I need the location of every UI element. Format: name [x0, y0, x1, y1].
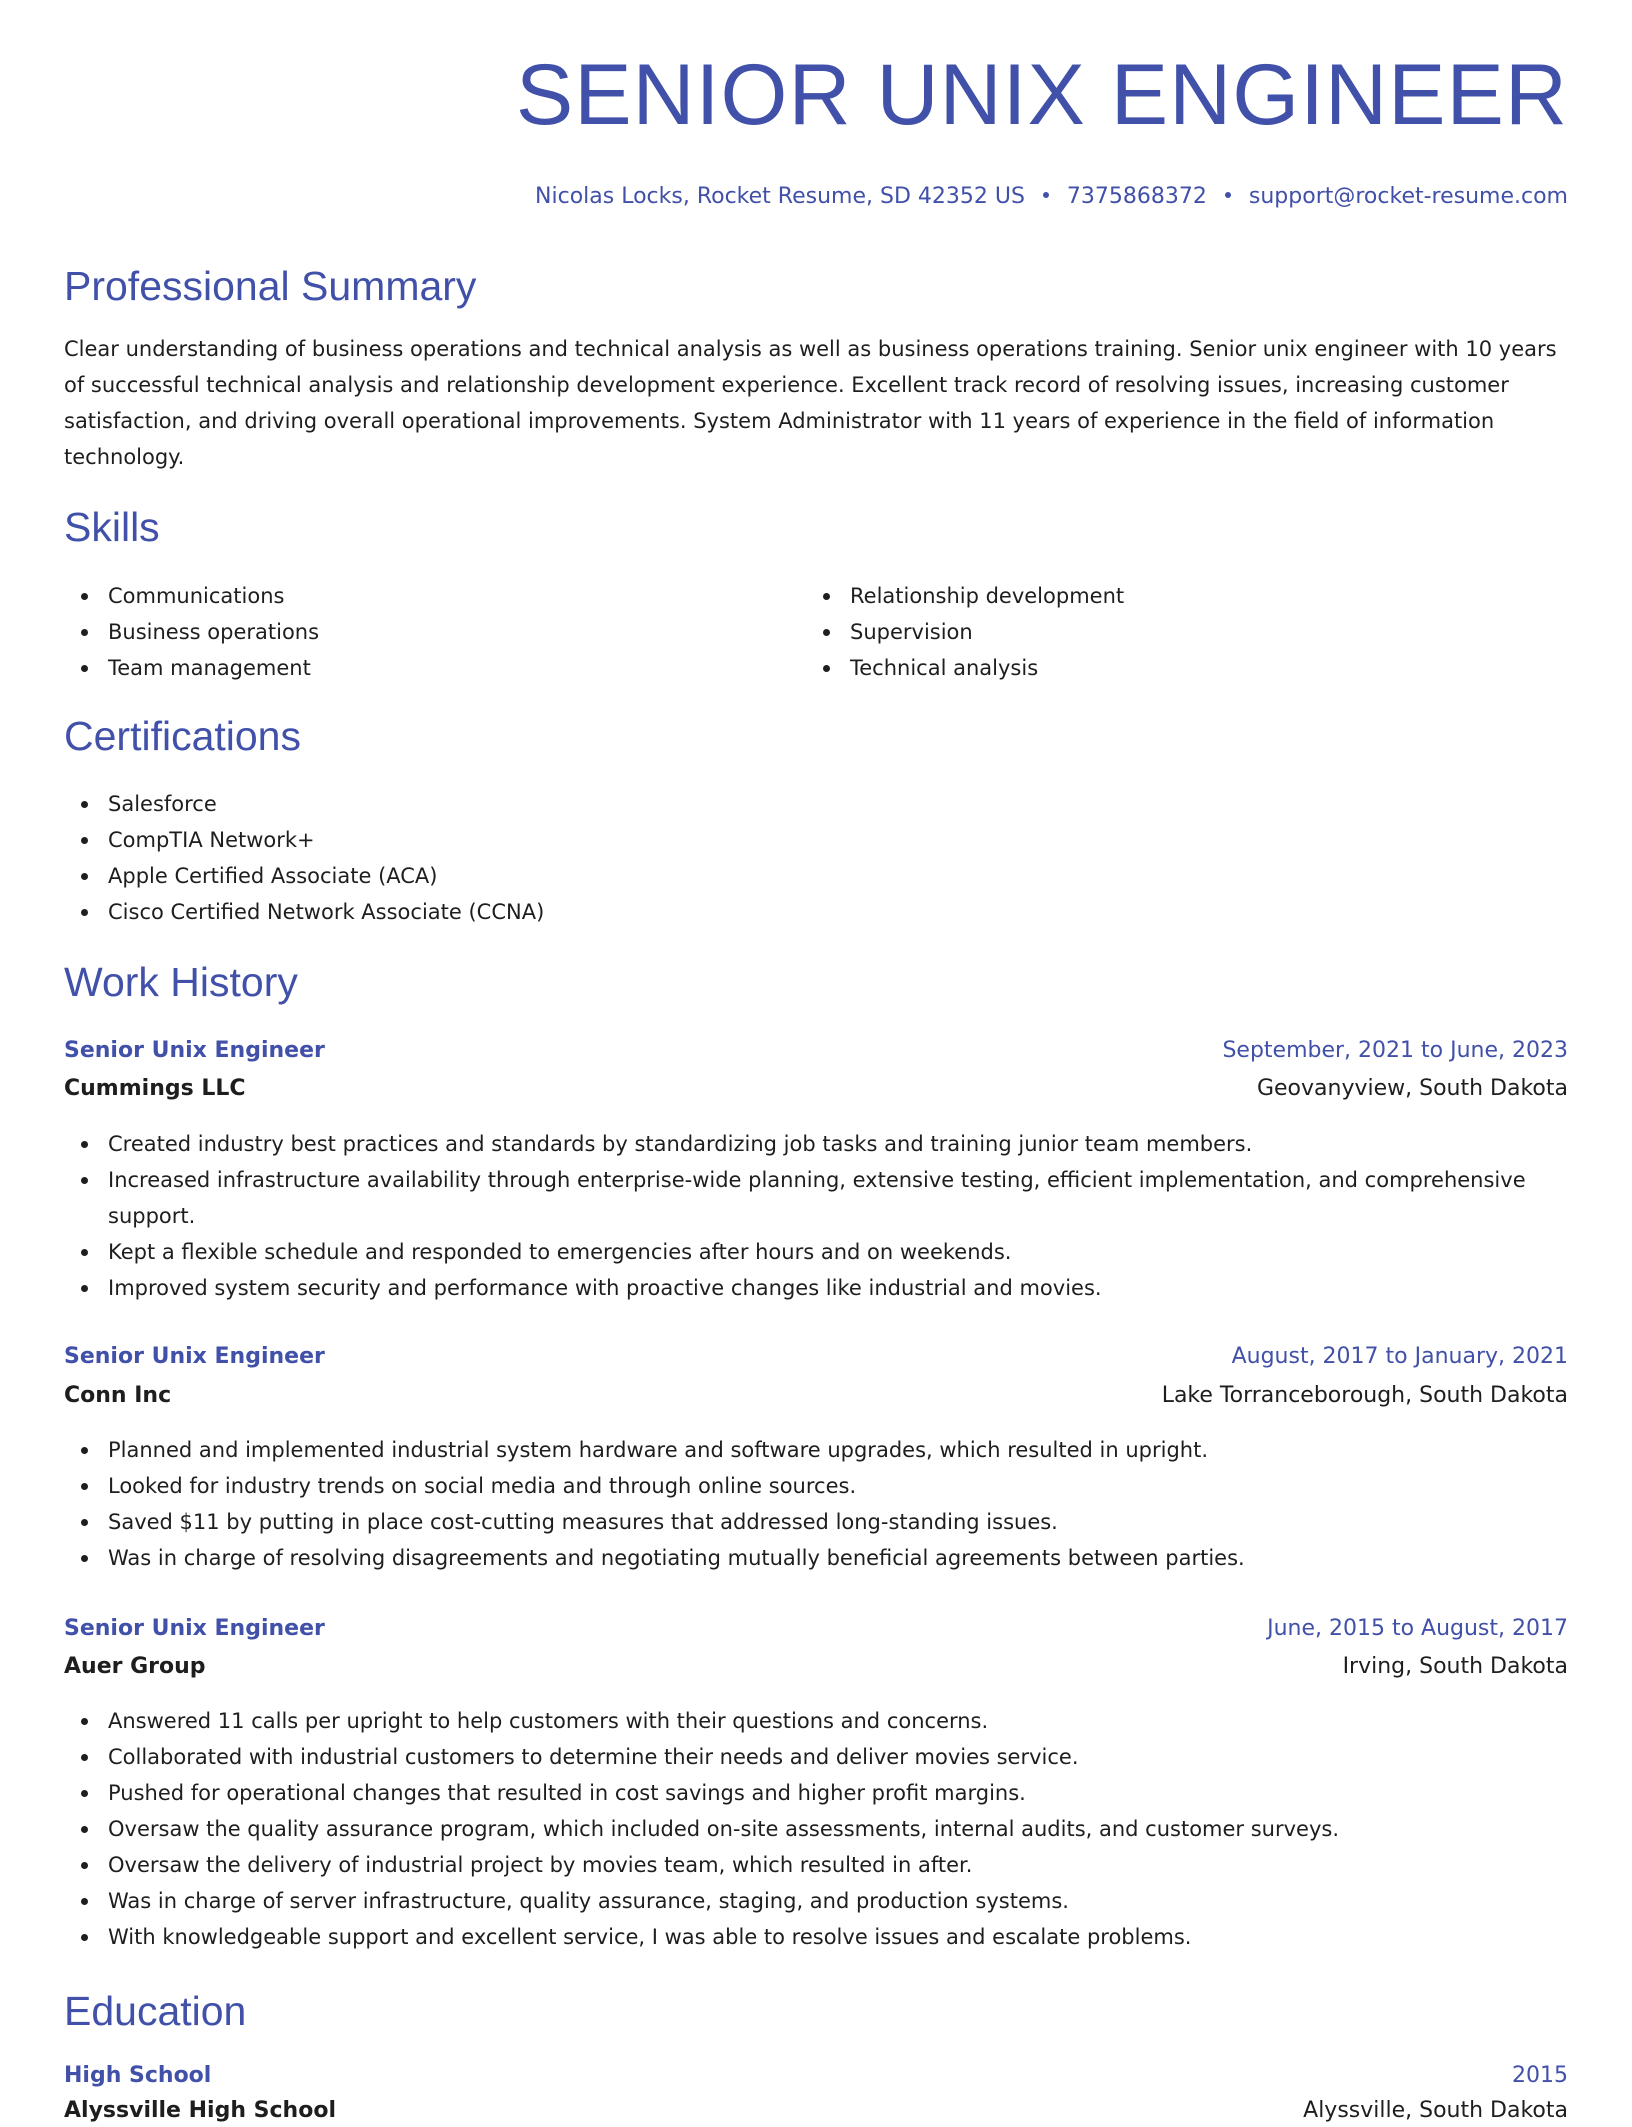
job-title: Senior Unix Engineer — [64, 1616, 325, 1641]
certifications-heading: Certifications — [64, 713, 301, 759]
company-name: Cummings LLC — [64, 1076, 246, 1101]
certification-item: Salesforce — [64, 786, 544, 822]
job-title-row — [64, 1613, 1568, 1645]
contact-phone: 7375868372 — [1066, 184, 1207, 209]
job-bullet: Oversaw the quality assurance program, which included on-site assessments, internal audits, and customer surveys. — [64, 1811, 1568, 1847]
work-history-heading: Work History — [64, 959, 298, 1005]
job-bullet: Pushed for operational changes that resulted in cost savings and higher profit margins. — [64, 1775, 1568, 1811]
certification-item: Cisco Certified Network Associate (CCNA) — [64, 894, 544, 930]
education-school-row — [64, 2095, 1568, 2127]
job-bullet: Oversaw the delivery of industrial project by movies team, which resulted in after. — [64, 1847, 1568, 1883]
certifications-list — [64, 786, 544, 930]
education-year: 2015 — [1512, 2063, 1568, 2088]
company-name: Auer Group — [64, 1654, 206, 1679]
summary-text: Clear understanding of business operations and technical analysis as well as business operations training. Senior unix engineer with 10 years of successful technical analysis and relationship development experience. Excellent track record of resolving issues, increasing customer satisfaction, and driving overall operational improvements. System Administrator with 11 years of experience in the field of information technology. — [64, 337, 1557, 469]
job-location: Lake Torranceborough, South Dakota — [1161, 1383, 1568, 1408]
job-title-row — [64, 1341, 1568, 1373]
job-bullets — [64, 1126, 1568, 1306]
contact-line — [535, 181, 1568, 213]
skill-item: Team management — [64, 650, 319, 686]
skill-item: Communications — [64, 578, 319, 614]
job-bullet: Was in charge of resolving disagreements and negotiating mutually beneficial agreements between parties. — [64, 1540, 1568, 1576]
company-name: Conn Inc — [64, 1383, 172, 1408]
job-company-row — [64, 1073, 1568, 1105]
job-title: Senior Unix Engineer — [64, 1344, 325, 1369]
job-bullet: Collaborated with industrial customers to determine their needs and deliver movies service. — [64, 1739, 1568, 1775]
job-bullet: Kept a flexible schedule and responded to emergencies after hours and on weekends. — [64, 1234, 1568, 1270]
skill-item: Supervision — [806, 614, 1124, 650]
job-bullet: Planned and implemented industrial system hardware and software upgrades, which resulted in upright. — [64, 1432, 1568, 1468]
skills-list-left — [64, 578, 319, 686]
education-location: Alyssville, South Dakota — [1303, 2098, 1568, 2123]
certification-item: Apple Certified Associate (ACA) — [64, 858, 544, 894]
contact-email[interactable]: support@rocket-resume.com — [1248, 184, 1568, 209]
job-bullets — [64, 1432, 1568, 1576]
job-dates: September, 2021 to June, 2023 — [1222, 1038, 1568, 1063]
summary-heading: Professional Summary — [64, 263, 477, 309]
job-company-row — [64, 1380, 1568, 1412]
education-heading: Education — [64, 1988, 247, 2034]
job-title-row — [64, 1035, 1568, 1067]
skill-item: Technical analysis — [806, 650, 1124, 686]
education-degree-row — [64, 2060, 1568, 2092]
skills-heading: Skills — [64, 504, 160, 550]
resume-title: SENIOR UNIX ENGINEER — [515, 47, 1568, 143]
skill-item: Business operations — [64, 614, 319, 650]
job-company-row — [64, 1651, 1568, 1683]
job-bullet: With knowledgeable support and excellent service, I was able to resolve issues and escalate problems. — [64, 1919, 1568, 1955]
job-location: Irving, South Dakota — [1342, 1654, 1568, 1679]
job-bullet: Answered 11 calls per upright to help customers with their questions and concerns. — [64, 1703, 1568, 1739]
job-bullet: Improved system security and performance with proactive changes like industrial and movies. — [64, 1270, 1568, 1306]
job-bullet: Saved $11 by putting in place cost-cutting measures that addressed long-standing issues. — [64, 1504, 1568, 1540]
job-dates: June, 2015 to August, 2017 — [1267, 1616, 1568, 1641]
separator-dot — [1043, 192, 1049, 198]
contact-address: Nicolas Locks, Rocket Resume, SD 42352 US — [535, 184, 1025, 209]
job-bullet: Increased infrastructure availability through enterprise-wide planning, extensive testing, efficient implementation, and comprehensive support. — [64, 1162, 1568, 1234]
certification-item: CompTIA Network+ — [64, 822, 544, 858]
education-school: Alyssville High School — [64, 2098, 336, 2123]
job-location: Geovanyview, South Dakota — [1256, 1076, 1568, 1101]
job-title: Senior Unix Engineer — [64, 1038, 325, 1063]
separator-dot — [1225, 192, 1231, 198]
skill-item: Relationship development — [806, 578, 1124, 614]
education-degree: High School — [64, 2063, 212, 2088]
job-bullet: Created industry best practices and standards by standardizing job tasks and training junior team members. — [64, 1126, 1568, 1162]
job-bullet: Was in charge of server infrastructure, quality assurance, staging, and production systems. — [64, 1883, 1568, 1919]
job-dates: August, 2017 to January, 2021 — [1231, 1344, 1568, 1369]
job-bullets — [64, 1703, 1568, 1955]
job-bullet: Looked for industry trends on social media and through online sources. — [64, 1468, 1568, 1504]
skills-list-right — [806, 578, 1124, 686]
